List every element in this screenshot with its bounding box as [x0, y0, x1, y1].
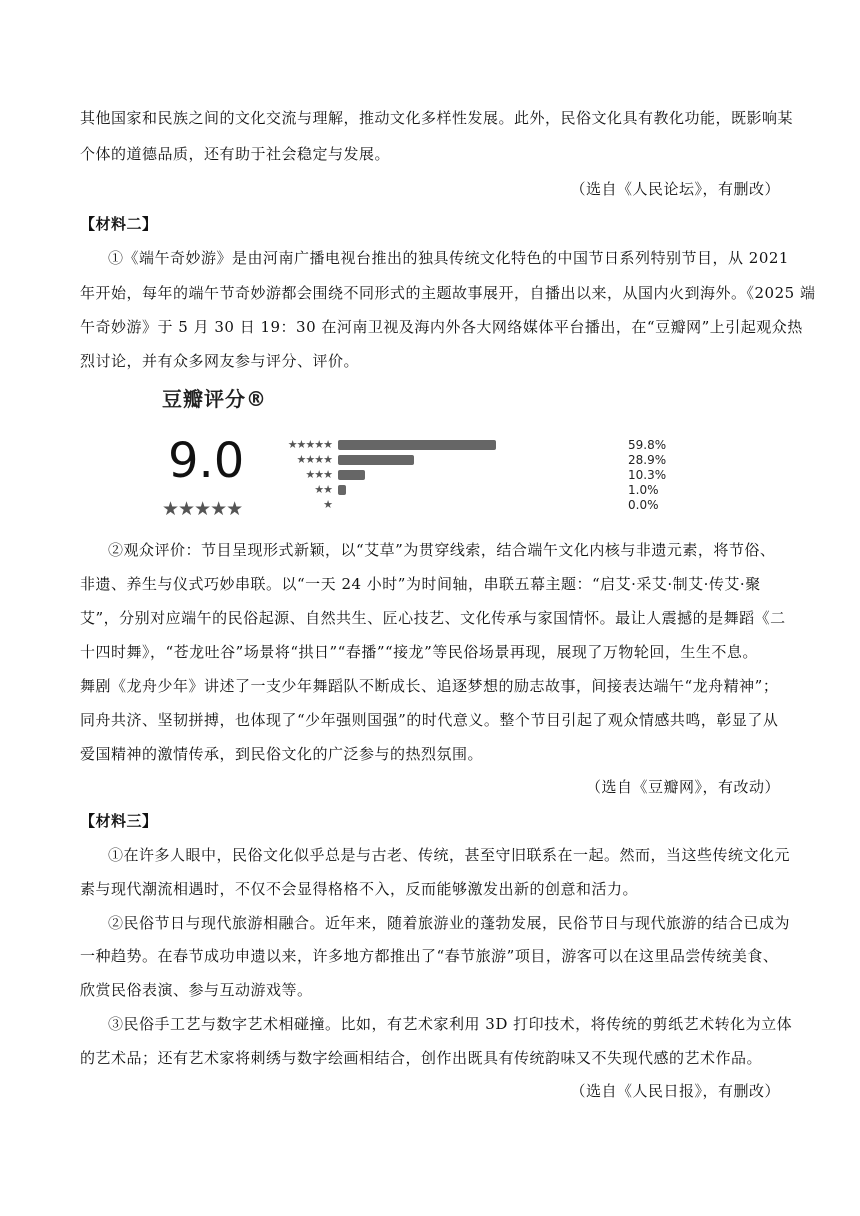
rating-row-stars: ★★★★ — [296, 453, 332, 466]
material2-para1-line-1: ①《端午奇妙游》是由河南广播电视台推出的独具传统文化特色的中国节日系列特别节目，从 2021 — [108, 249, 789, 267]
rating-bar — [338, 440, 496, 450]
rating-percent: 59.8% — [628, 438, 667, 452]
rating-bar — [338, 485, 346, 495]
material2-para2-line-2: 非遗、养生与仪式巧妙串联。以“一天 24 小时”为时间轴，串联五幕主题：“启艾·采艾·制艾·传艾·聚 — [80, 575, 761, 593]
rating-bar — [338, 470, 365, 480]
material3-para2-line-3: 欣赏民俗表演、参与互动游戏等。 — [80, 981, 313, 999]
material3-para1-line-1: ①在许多人眼中，民俗文化似乎总是与古老、传统，甚至守旧联系在一起。然而，当这些传统文化元 — [108, 846, 791, 864]
material2-para2-line-3: 艾”，分别对应端午的民俗起源、自然共生、匠心技艺、文化传承与家国情怀。最让人震撼的是舞蹈《二 — [80, 609, 786, 627]
material2-heading: 【材料二】 — [80, 215, 158, 233]
material2-source: （选自《豆瓣网》，有改动） — [585, 778, 780, 796]
material3-para3-line-1: ③民俗手工艺与数字艺术相碰撞。比如，有艺术家利用 3D 打印技术，将传统的剪纸艺术转化为立体 — [108, 1015, 793, 1033]
material1-line-1: 其他国家和民族之间的文化交流与理解，推动文化多样性发展。此外，民俗文化具有教化功能，既影响某 — [80, 109, 794, 127]
douban-rating-figure — [160, 383, 720, 523]
material1-source: （选自《人民论坛》，有删改） — [570, 180, 780, 198]
material2-para2-line-5: 舞剧《龙舟少年》讲述了一支少年舞蹈队不断成长、追逐梦想的励志故事，间接表达端午“龙舟精神”； — [80, 677, 779, 695]
material1-line-2: 个体的道德品质，还有助于社会稳定与发展。 — [80, 145, 391, 163]
rating-percent: 28.9% — [628, 453, 667, 467]
rating-row-stars: ★★★ — [305, 468, 332, 481]
material2-para2-line-6: 同舟共济、坚韧拼搏，也体现了“少年强则国强”的时代意义。整个节目引起了观众情感共鸣，彰显了从 — [80, 711, 779, 729]
material3-para2-line-2: 一种趋势。在春节成功申遗以来，许多地方都推出了“春节旅游”项目，游客可以在这里品尝传统美食、 — [80, 947, 779, 965]
material2-para2-line-4: 十四时舞》，“苍龙吐谷”场景将“拱日”“春播”“接龙”等民俗场景再现，展现了万物轮回，生生不息。 — [80, 643, 758, 661]
rating-title: 豆瓣评分® — [162, 387, 267, 411]
material3-para1-line-2: 素与现代潮流相遇时，不仅不会显得格格不入，反而能够激发出新的创意和活力。 — [80, 880, 639, 898]
rating-bar — [338, 455, 414, 465]
rating-percent: 0.0% — [628, 498, 659, 512]
material2-para2-line-1: ②观众评价：节目呈现形式新颖，以“艾草”为贯穿线索，结合端午文化内核与非遗元素，将节俗、 — [108, 541, 776, 559]
rating-row-stars: ★★★★★ — [287, 438, 332, 451]
material3-para3-line-2: 的艺术品；还有艺术家将刺绣与数字绘画相结合，创作出既具有传统韵味又不失现代感的艺术作品。 — [80, 1049, 763, 1067]
material2-para1-line-4: 烈讨论，并有众多网友参与评分、评价。 — [80, 352, 360, 370]
rating-score-stars: ★★★★★ — [162, 498, 243, 520]
rating-score: 9.0 — [168, 433, 245, 489]
rating-row-stars: ★ — [323, 498, 332, 511]
rating-percent: 10.3% — [628, 468, 667, 482]
rating-row-stars: ★★ — [314, 483, 332, 496]
material2-para2-line-7: 爱国精神的激情传承，到民俗文化的广泛参与的热烈氛围。 — [80, 745, 484, 763]
material2-para1-line-2: 年开始，每年的端午节奇妙游都会围绕不同形式的主题故事展开，自播出以来，从国内火到海外。《2025 端 — [80, 284, 816, 302]
material3-heading: 【材料三】 — [80, 812, 158, 830]
material3-source: （选自《人民日报》，有删改） — [570, 1082, 780, 1100]
rating-percent: 1.0% — [628, 483, 659, 497]
material3-para2-line-1: ②民俗节日与现代旅游相融合。近年来，随着旅游业的蓬勃发展，民俗节日与现代旅游的结合已成为 — [108, 914, 791, 932]
material2-para1-line-3: 午奇妙游》于 5 月 30 日 19：30 在河南卫视及海内外各大网络媒体平台播出，在“豆瓣网”上引起观众热 — [80, 318, 803, 336]
